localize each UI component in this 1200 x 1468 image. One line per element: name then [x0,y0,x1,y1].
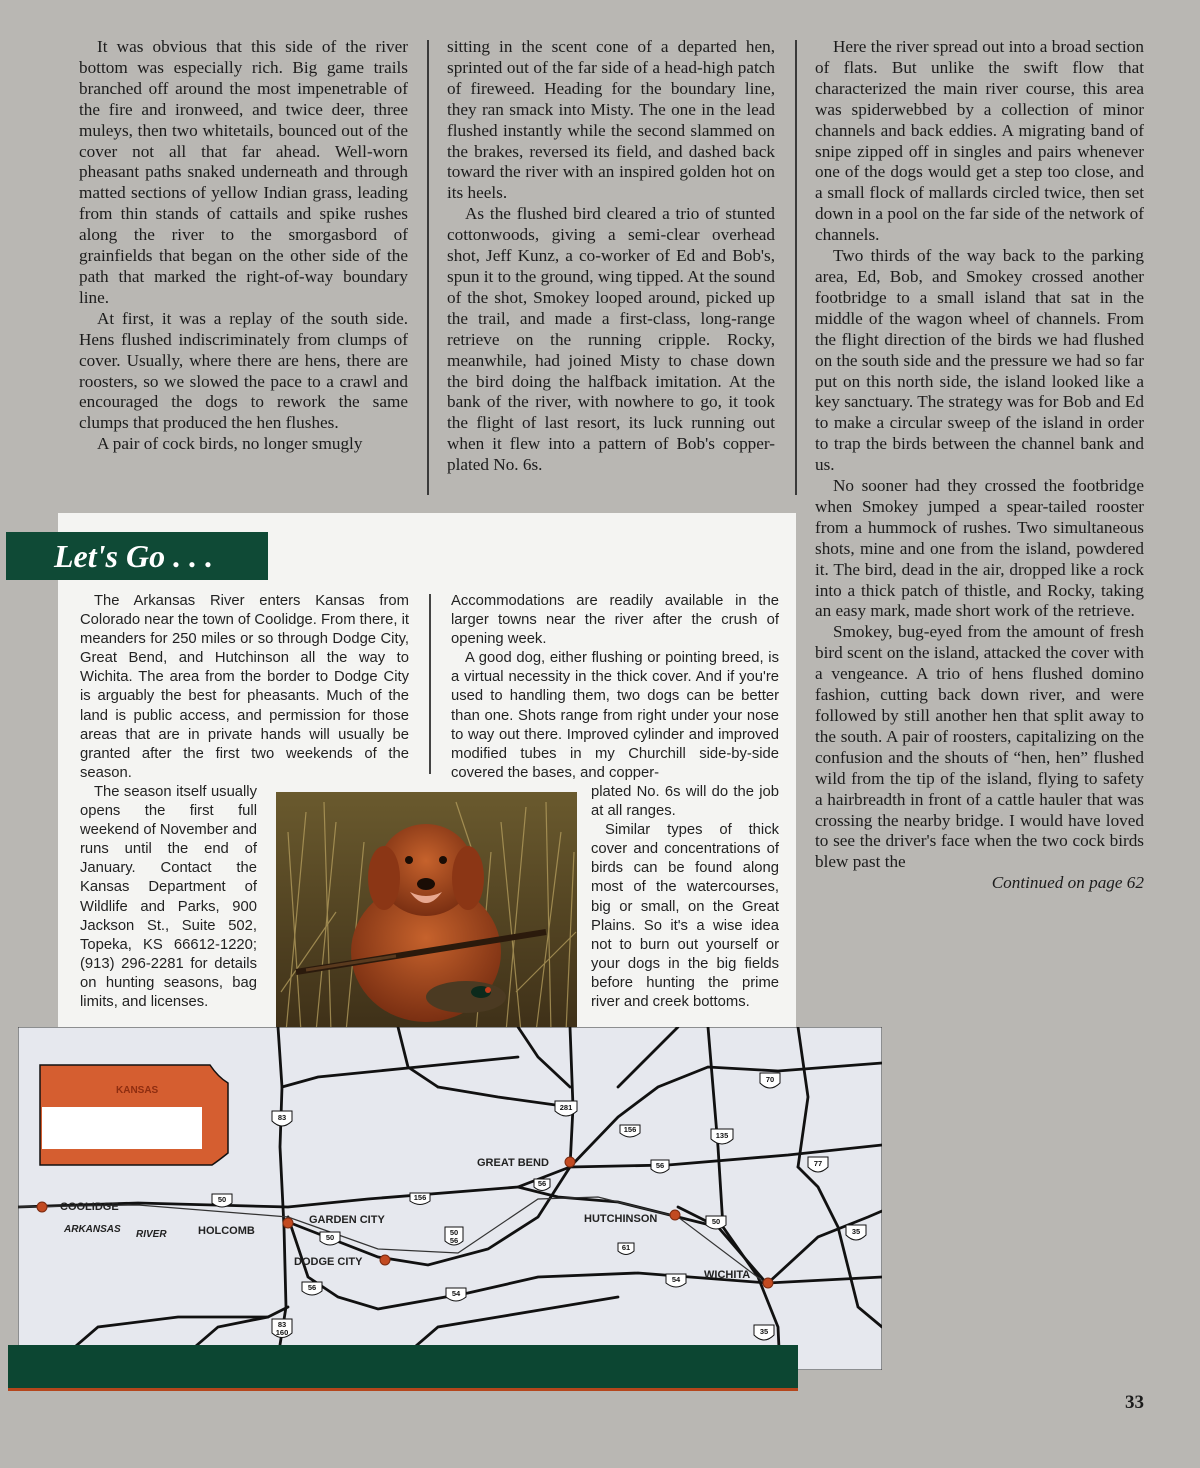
svg-text:70: 70 [765,1075,775,1084]
town-label-garden-city: GARDEN CITY [309,1214,385,1226]
town-label-hutchinson: HUTCHINSON [584,1213,658,1225]
sidebar-paragraph: The Arkansas River enters Kansas from Colorado near the town of Coolidge. From there, it meanders for 250 miles or so through Dodge City, Great Bend, and Hutchinson all the way to Wichita. The area from the border to Dodge City is arguably the best for pheasants. Much of the land is public access, and permission for those areas that are in private hands will usually be granted after the first two weekends of the season. [80,593,409,781]
town-label-great-bend: GREAT BEND [477,1157,549,1169]
shield-156-icon [410,1193,430,1205]
shield-50-56-icon [445,1227,463,1245]
shield-281-icon [555,1101,577,1116]
article-paragraph: Two thirds of the way back to the parking area, Ed, Bob, and Smokey crossed another footbridge to a small island that sat in the middle of the wagon wheel of channels. From the flight direction of the birds we had flushed on the south side and the pressure we had so far put on this north side, the island looked like a key sanctuary. The strategy was for Bob and Ed to make a circular sweep of the island in order to trap the birds between the channel bank and us. [815,246,1144,475]
town-label-dodge-city: DODGE CITY [294,1256,363,1268]
svg-text:50: 50 [217,1195,227,1204]
sidebar-divider [429,594,431,774]
shield-50-icon [212,1194,232,1207]
shield-35-icon [846,1225,866,1240]
sidebar-paragraph: plated No. 6s will do the job at all ranges. [591,784,779,820]
article-column-2 [447,37,775,476]
shield-77-icon [808,1157,828,1172]
svg-text:156: 156 [623,1125,637,1134]
article-paragraph: It was obvious that this side of the river bottom was especially rich. Big game trails branched off around the most impenetrable of the fire and ironweed, and twice deer, three muleys, then two whitetails, bounced out of the cover not all that far ahead. Well-worn pheasant paths snaked underneath and through matted sections of yellow Indian grass, leading from thin stands of cattails and spike rushes along the river to the smorgasbord of grainfields that began on the other side of the path that marked the right-of-way boundary line. [79,37,408,307]
page-number: 33 [1125,1392,1144,1413]
svg-text:160: 160 [275,1328,289,1337]
kansas-inset [40,1065,228,1165]
decorative-bar [8,1345,798,1391]
sidebar-column-1-continued [80,783,257,1012]
svg-text:83: 83 [277,1320,287,1329]
state-label: KANSAS [116,1085,159,1096]
svg-text:156: 156 [413,1193,427,1202]
svg-text:50: 50 [711,1217,721,1226]
article-paragraph: Smokey, bug-eyed from the amount of fresh bird scent on the island, attacked the cover with a vengeance. A trio of hens flushed domino fashion, cutting back down river, and were followed by still another hen that split away to the south. A pair of roosters, capitalizing on the confusion and the shouts of “hen, hen” flushed wild from the tip of the island, flying to safety a hairbreadth in front of a cattle hauler that was crossing the nearby bridge. I would have loved to see the driver's face when the two cock birds blew past the [815,622,1144,872]
shield-56-icon [302,1282,322,1295]
shield-83-160-icon [272,1319,292,1338]
town-label-wichita: WICHITA [704,1269,751,1281]
article-column-1 [79,37,408,455]
svg-text:56: 56 [655,1161,665,1170]
sidebar-paragraph: A good dog, either flushing or pointing breed, is a virtual necessity in the thick cover. And if you're used to handling them, two dogs can be better than one. Shots range from right under your nose to way out there. Improved cylinder and improved modified tubes in my Churchill side-by-side covered the bases, and copper- [451,650,779,781]
shield-70-icon [760,1073,780,1088]
shield-56-icon [651,1160,669,1173]
svg-text:50: 50 [449,1228,459,1237]
svg-text:61: 61 [621,1243,631,1252]
svg-text:56: 56 [449,1236,459,1245]
sidebar-paragraph: The season itself usually opens the first full weekend of November and runs until the end of January. Contact the Kansas Department of Wildlife and Parks, 900 Jackson St., Suite 502, Topeka, KS 66612-1220; (913) 296-2281 for details on hunting seasons, bag limits, and licenses. [80,784,257,1011]
river-label-river: RIVER [136,1229,167,1240]
town-label-coolidge: COOLIDGE [60,1201,119,1213]
shield-50-icon [320,1232,340,1245]
svg-text:35: 35 [759,1327,769,1336]
svg-text:35: 35 [851,1227,861,1236]
article-paragraph: Here the river spread out into a broad section of flats. But unlike the swift flow that characterized the main river course, this area was spiderwebbed by a collection of minor channels and back eddies. A migrating band of snipe zipped off in singles and pairs whenever one of the dogs would get a step too close, and a small flock of mallards circled twice, then set down in a pool on the far side of the network of channels. [815,37,1144,245]
svg-text:56: 56 [307,1283,317,1292]
article-paragraph: At first, it was a replay of the south side. Hens flushed indiscriminately from clumps of cover. Usually, where there are hens, there are roosters, so we slowed the pace to a crawl and encouraged the dogs to rework the same clumps that produced the hen flushes. [79,308,408,433]
shield-135-icon [711,1129,733,1144]
sidebar-paragraph: Accommodations are readily available in the larger towns near the river after the crush of opening week. [451,593,779,648]
article-paragraph: No sooner had they crossed the footbridge when Smokey jumped a spear-tailed rooster from a hummock of rushes. Two simultaneous shots, mine and one from the island, powdered it. The bird, dead in the air, dropped like a rock into a thick patch of thistle, and Rocky, taking an easy mark, made short work of the retrieve. [815,476,1144,621]
svg-text:54: 54 [451,1289,461,1298]
shield-50-icon [706,1216,726,1229]
svg-text:281: 281 [559,1103,573,1112]
golden-retriever-photo [276,792,577,1032]
shield-83-icon [272,1111,292,1126]
article-column-3 [815,37,1144,894]
shield-54-icon [666,1274,686,1287]
shield-61-icon [618,1243,634,1255]
shield-35-icon [754,1325,774,1340]
svg-text:83: 83 [277,1113,287,1122]
shield-156-icon [620,1125,640,1137]
sidebar-column-2 [451,592,779,783]
svg-text:135: 135 [715,1131,729,1140]
shield-54-icon [446,1288,466,1301]
sidebar-column-1 [80,592,409,783]
river-label-arkansas: ARKANSAS [64,1224,121,1235]
sidebar-paragraph: Similar types of thick cover and concentrations of birds can be found along most of the watercourses, big or small, on the Great Plains. So it's a wise idea not to burn out yourself or your dogs in the big fields before hunting the prime river and creek bottoms. [591,822,779,1011]
svg-text:50: 50 [325,1233,335,1242]
article-paragraph: sitting in the scent cone of a departed hen, sprinted out of the far side of a head-high patch of fireweed. Heading for the boundary line, they ran smack into Misty. The one in the lead flushed instantly while the second slammed on the brakes, reversed its field, and dashed back toward the river with an inspired golden hot on its heels. [447,37,775,203]
continued-note: Continued on page 62 [991,873,1144,893]
article-paragraph: A pair of cock birds, no longer smugly [97,434,363,454]
svg-text:54: 54 [671,1275,681,1284]
column-divider [795,40,797,495]
shield-56-icon [534,1179,550,1191]
article-paragraph: As the flushed bird cleared a trio of stunted cottonwoods, giving a semi-clear overhead shot, Jeff Kunz, a co-worker of Ed and Bob's, spun it to the ground, wing tipped. At the sound of the shot, Smokey looped around, picked up the trail, and made a first-class, long-range retrieve on the running cripple. Rocky, meanwhile, had joined Misty to chase down the bird doing the halfback imitation. At the bank of the river, with nowhere to go, it took the flight of last resort, its luck running out when it flew into a pattern of Bob's copper-plated No. 6s. [447,204,775,475]
column-divider [427,40,429,495]
svg-text:77: 77 [813,1159,823,1168]
town-label-holcomb: HOLCOMB [198,1225,255,1237]
route-map [18,1027,882,1370]
sidebar-column-2-continued [591,783,779,1012]
svg-text:56: 56 [537,1179,547,1188]
sidebar-title: Let's Go . . . [6,532,268,580]
